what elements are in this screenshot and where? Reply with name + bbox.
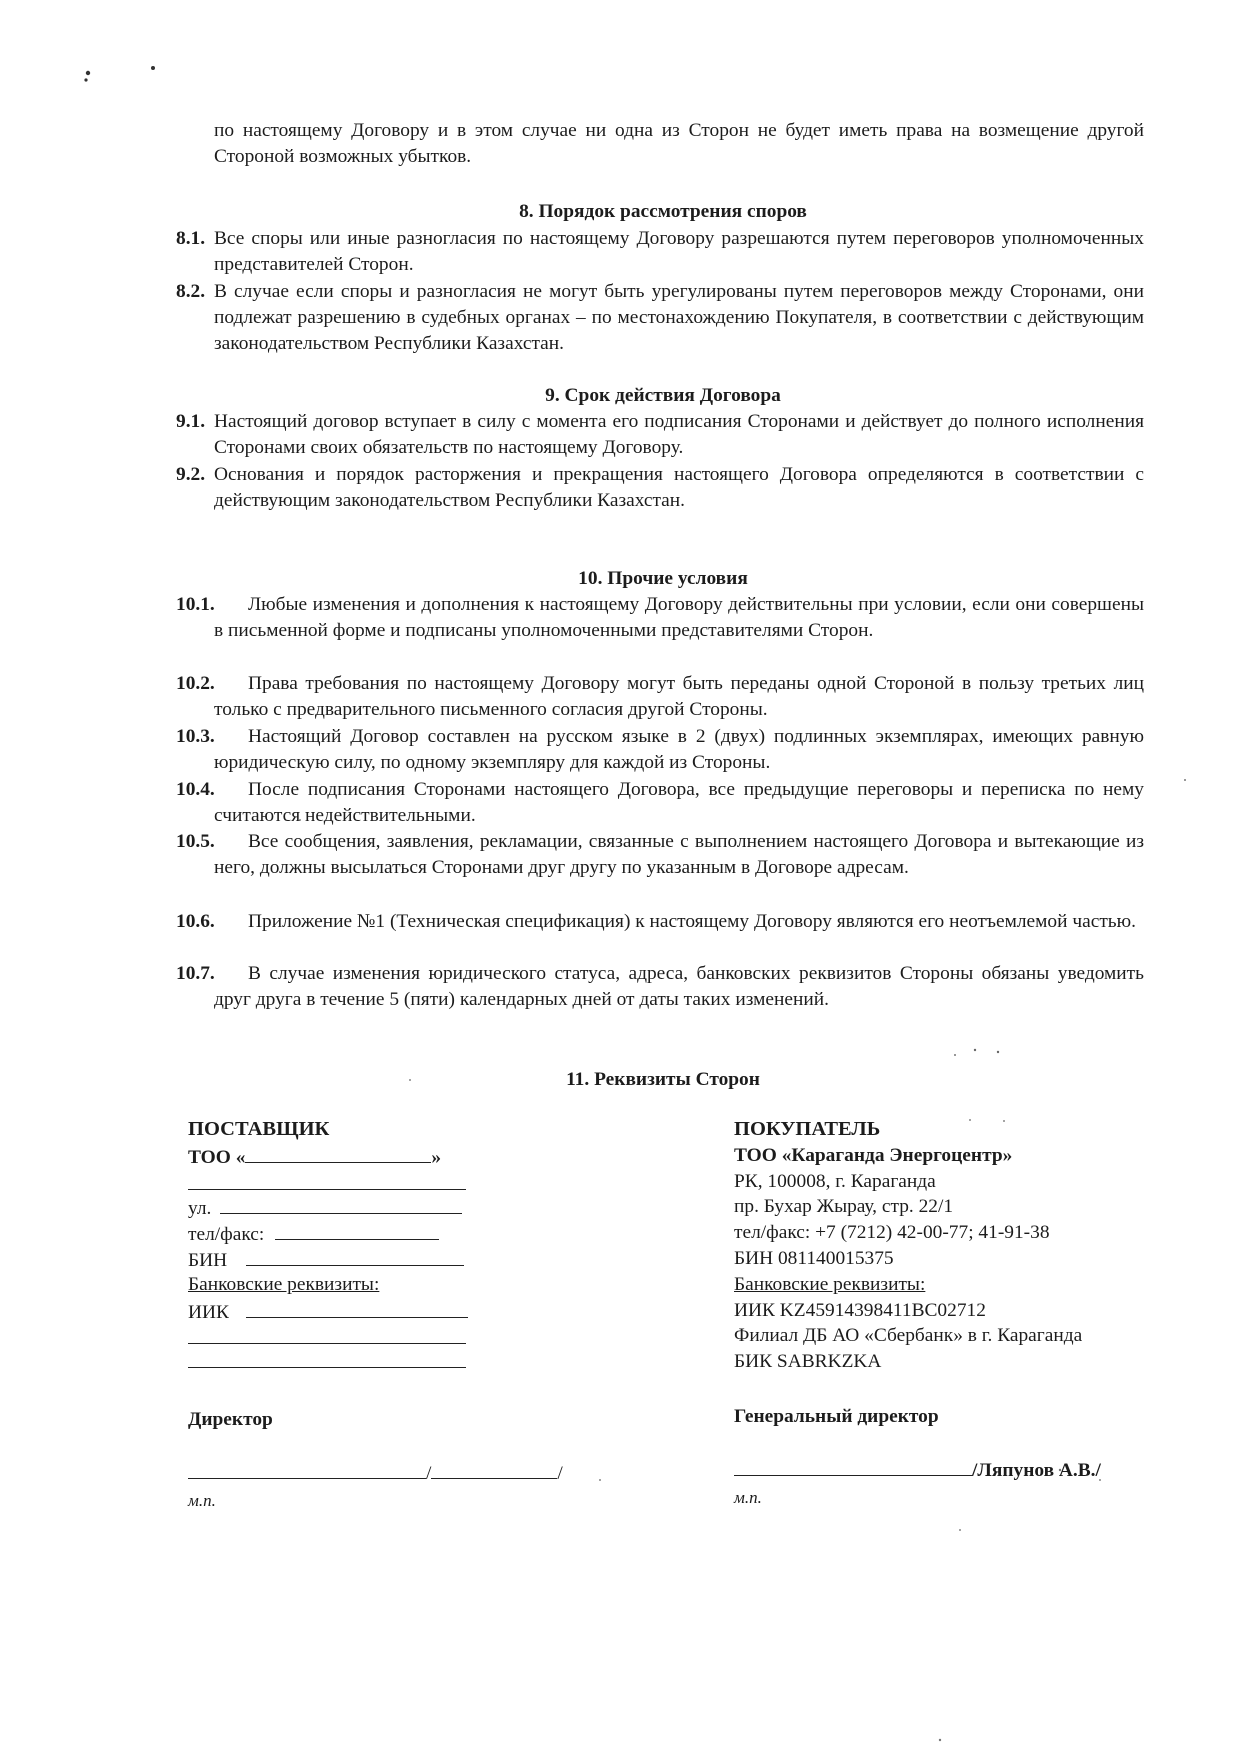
supplier-iik-blank	[246, 1298, 468, 1318]
supplier-heading: ПОСТАВЩИК	[188, 1118, 330, 1140]
clause-text: Настоящий Договор составлен на русском языке в 2 (двух) подлинных экземплярах, имеющих равную юридическую силу, по одному экземпляру для каждой из Стороны.	[214, 726, 1144, 773]
clause-text: В случае если споры и разногласия не могут быть урегулированы путем переговоров между Сторонами, они подлежат разрешению в судебных органах – по местонахождению Покупателя, в соответствии с действующим законодательством Республики Казахстан.	[214, 281, 1144, 354]
clause-text: Основания и порядок расторжения и прекращения настоящего Договора определяются в соответствии с действующим законодательством Республики Казахстан.	[214, 464, 1144, 511]
supplier-iik-line	[188, 1298, 478, 1324]
buyer-block	[734, 1117, 1174, 1375]
clause-text: Все споры или иные разногласия по настоящему Договору разрешаются путем переговоров уполномоченных представителей Сторон.	[214, 228, 1144, 275]
clause-10-4	[176, 777, 1144, 829]
supplier-phone-blank	[275, 1220, 439, 1240]
clause-8-2	[176, 279, 1144, 357]
clause-text: Приложение №1 (Техническая спецификация) к настоящему Договору являются его неотъемлемой частью.	[248, 911, 1136, 932]
clause-number: 10.1.	[176, 594, 215, 615]
supplier-street-label: ул.	[188, 1198, 212, 1220]
clause-number: 8.1.	[176, 228, 206, 249]
supplier-iik-label: ИИК	[188, 1301, 229, 1323]
supplier-sign-sep: /	[426, 1463, 432, 1484]
buyer-address-2: пр. Бухар Жырау, стр. 22/1	[734, 1196, 954, 1218]
section-11-title: 11. Реквизиты Сторон	[566, 1069, 760, 1090]
supplier-blank	[188, 1189, 466, 1190]
clause-text: Все сообщения, заявления, рекламации, связанные с выполнением настоящего Договора и вытекающие из него, должны высылаться Сторонами друг другу по указанным в Договоре адресам.	[214, 831, 1144, 878]
buyer-phone: тел/факс: +7 (7212) 42-00-77; 41-91-38	[734, 1222, 1050, 1244]
clause-10-6	[176, 909, 1144, 935]
clause-text: Любые изменения и дополнения к настоящему Договору действительны при условии, если они совершены в письменной форме и подписаны уполномоченными представителями Сторон.	[214, 594, 1144, 641]
supplier-company-suffix: »	[431, 1146, 442, 1168]
supplier-stamp-mark: м.п.	[188, 1491, 216, 1510]
supplier-signature-line	[188, 1459, 608, 1485]
clause-number: 10.5.	[176, 831, 215, 852]
supplier-blank-line	[188, 1349, 478, 1375]
clause-text: В случае изменения юридического статуса, адреса, банковских реквизитов Стороны обязаны уведомить друг друга в течение 5 (пяти) календарных дней от даты таких изменений.	[214, 963, 1144, 1010]
supplier-blank	[188, 1367, 466, 1368]
supplier-street-line	[188, 1194, 478, 1220]
supplier-bank-label: Банковские реквизиты:	[188, 1273, 380, 1295]
clause-number: 10.7.	[176, 963, 215, 984]
supplier-company-prefix: ТОО «	[188, 1146, 246, 1168]
clause-number: 9.2.	[176, 464, 206, 485]
clause-10-2	[176, 671, 1144, 723]
supplier-bin-blank	[246, 1246, 464, 1266]
supplier-phone-line	[188, 1220, 478, 1246]
supplier-bin-line	[188, 1246, 478, 1272]
buyer-position: Генеральный директор	[734, 1406, 939, 1427]
supplier-name-blank	[431, 1459, 557, 1479]
supplier-blank-line	[188, 1169, 478, 1195]
supplier-position: Директор	[188, 1409, 273, 1430]
buyer-bin: БИН 081140015375	[734, 1247, 894, 1269]
buyer-bik: БИК SABRKZKA	[734, 1351, 882, 1373]
clause-number: 8.2.	[176, 281, 206, 302]
section-9-title: 9. Срок действия Договора	[545, 385, 781, 406]
buyer-address-1: РК, 100008, г. Караганда	[734, 1170, 936, 1192]
buyer-signature-blank	[734, 1456, 972, 1476]
section-10-title: 10. Прочие условия	[578, 568, 748, 589]
buyer-company: ТОО «Караганда Энергоцентр»	[734, 1144, 1013, 1166]
supplier-bin-label: БИН	[188, 1249, 228, 1271]
clause-8-1	[176, 226, 1144, 278]
clause-number: 10.3.	[176, 726, 215, 747]
buyer-bank: Филиал ДБ АО «Сбербанк» в г. Караганда	[734, 1325, 1083, 1347]
supplier-sign-sep: /	[557, 1463, 563, 1484]
buyer-heading: ПОКУПАТЕЛЬ	[734, 1118, 881, 1140]
supplier-company-line	[188, 1143, 478, 1169]
supplier-blank-line	[188, 1323, 478, 1349]
clause-9-1	[176, 409, 1144, 461]
buyer-signature-line	[734, 1456, 1174, 1482]
buyer-iik: ИИК KZ45914398411BC02712	[734, 1299, 986, 1321]
buyer-stamp-mark: м.п.	[734, 1488, 762, 1507]
supplier-phone-label: тел/факс:	[188, 1224, 265, 1246]
clause-10-5	[176, 829, 1144, 881]
clause-10-3	[176, 724, 1144, 776]
supplier-company-blank	[245, 1143, 431, 1163]
supplier-blank	[188, 1343, 466, 1344]
clause-9-2	[176, 462, 1144, 514]
clause-number: 9.1.	[176, 411, 206, 432]
clause-10-7	[176, 961, 1144, 1013]
clause-number: 10.6.	[176, 911, 215, 932]
buyer-bank-label: Банковские реквизиты:	[734, 1273, 926, 1295]
supplier-signature-blank	[188, 1459, 426, 1479]
section-8-title: 8. Порядок рассмотрения споров	[519, 201, 807, 222]
buyer-signatory: /Ляпунов А.В./	[972, 1460, 1101, 1481]
clause-text: Права требования по настоящему Договору могут быть переданы одной Стороной в пользу третьих лиц только с предварительного письменного согласия другой Стороны.	[214, 673, 1144, 720]
clause-text: Настоящий договор вступает в силу с момента его подписания Сторонами и действует до полного исполнения Сторонами своих обязательств по настоящему Договору.	[214, 411, 1144, 458]
clause-number: 10.4.	[176, 779, 215, 800]
clause-text: После подписания Сторонами настоящего Договора, все предыдущие переговоры и переписка по нему считаются недействительными.	[214, 779, 1144, 826]
supplier-block	[188, 1117, 478, 1375]
clause-number: 10.2.	[176, 673, 215, 694]
clause-10-1	[176, 592, 1144, 644]
supplier-street-blank	[220, 1194, 462, 1214]
intro-paragraph: по настоящему Договору и в этом случае ни одна из Сторон не будет иметь права на возмещение другой Стороной возможных убытков.	[214, 120, 1144, 167]
